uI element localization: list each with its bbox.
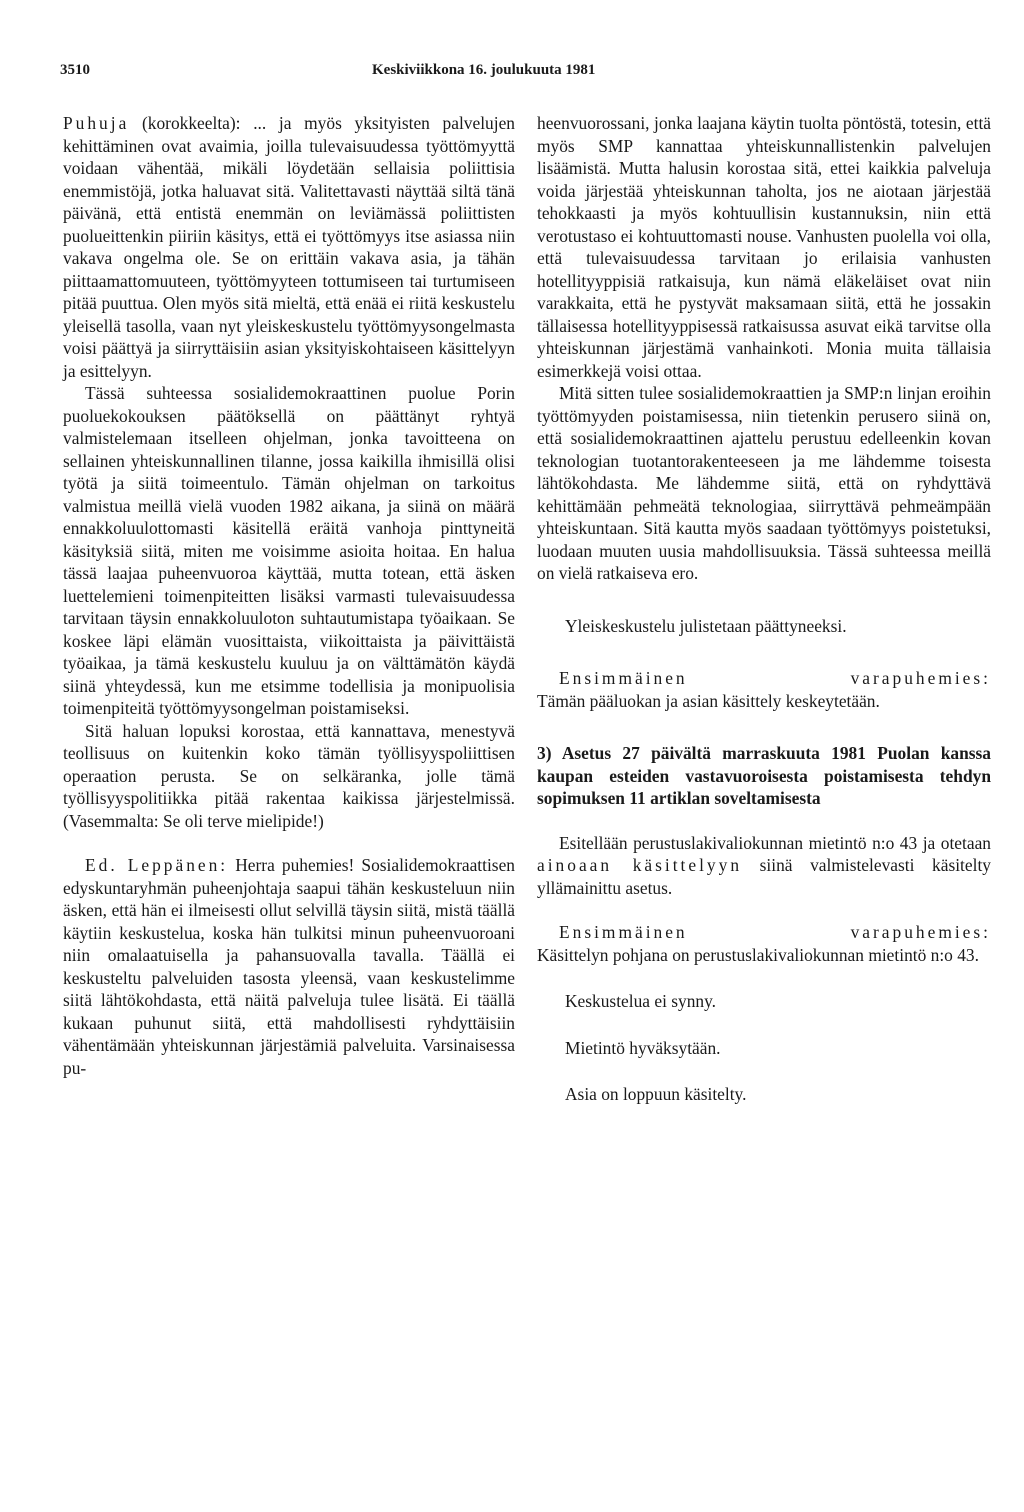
speaker-name: Ed. Leppänen: <box>85 855 229 875</box>
result-line: Asia on loppuun käsitelty. <box>565 1084 747 1104</box>
result-line: Keskustelua ei synny. <box>565 991 717 1011</box>
speaker-note: (korokkeelta): <box>142 113 241 133</box>
paragraph: heenvuorossani, jonka laajana käytin tuolta pöntöstä, totesin, että myös SMP kannattaa yhteiskunnallistenkin palvelujen lisäämistä. Mutta halusin korostaa sitä, ettei kaikkia palveluja voida järjestää yhteiskunnan taholta, jos ne aiotaan järjestää tehokkaasti ja myös kohtuullisin kustannuksin, niin että verotustaso ei kohtuuttomasti nouse. Vanhusten puolella voi olla, että tulevaisuudessa tarvitaan jo erilaisia vanhusten hotellityyppisiä ratkaisuja, kun nämä eläkeläiset ovat niin varakkaita, että he pystyvät maksamaan siitä, että he jossakin tällaisessa hotellityyppisessä ratkaisussa asuvat eikä tarvitse olla yhteiskunnan järjestämä vanhainkoti. Monia muita tällaisia esimerkkejä voisi ottaa. <box>537 113 991 381</box>
paragraph <box>63 854 515 1079</box>
paragraph: Käsittelyn pohjana on perustuslakivaliokunnan mietintö n:o 43. <box>537 944 979 965</box>
paragraph-text: Herra puhemies! Sosialidemokraattisen edyskuntaryhmän puheenjohtaja saapui tähän keskusteluun niin äsken, että hän ei ilmeisesti ollut selvillä täysin siitä, mistä täällä käytiin keskustelua, koska hän tulkitsi minun puheenvuoroani niin omalaatuisella ja pahansuovalla tavalla. Täällä ei keskusteltu palveluiden tasosta yleensä, vaan keskustelimme siitä lähtökohdasta, että näitä palveluja tulee lisätä. Ei täällä kukaan puhunut siitä, että mahdollisesti ryhdyttäisiin vähentämään yhteiskunnan järjestämiä palveluita. Varsinaisessa pu- <box>63 855 515 1078</box>
spaced-phrase: ainoaan käsittelyyn <box>537 855 743 875</box>
page-number: 3510 <box>60 62 90 78</box>
running-title: Keskiviikkona 16. joulukuuta 1981 <box>372 62 596 78</box>
paragraph-text: ... ja myös yksityisten palvelujen kehittäminen ovat avaimia, joilla tulevaisuudessa työttömyyttä voidaan vähentää, mikäli löydetään sellaisia poliittisia enemmistöjä, jotka haluavat sitä. Valitettavasti näyttää siltä tänä päivänä, että entistä enemmän on leviämässä poliittisten puolueittenkin piiriin käsitys, että ei työttömyys itse asiassa niin vakava ongelma ole. Se on erittäin vakava asia, ja tähän piittaamattomuuteen, työttömyyteen tottumiseen tai turtumiseen pitää puuttua. Olen myös sitä mieltä, että enää ei riitä keskustelu yleisellä tasolla, vaan nyt yleiskeskustelu työttömyysongelmasta voisi päättyä ja siirryttäisiin asian yksityiskohtaiseen käsittelyyn ja esittelyyn. <box>63 113 515 381</box>
agenda-item-heading: 3) Asetus 27 päivältä marraskuuta 1981 Puolan kanssa kaupan esteiden vastavuoroisesta poistamisesta tehdyn sopimuksen 11 artiklan soveltamisesta <box>537 743 991 808</box>
paragraph: Tässä suhteessa sosialidemokraattinen puolue Porin puoluekokouksen päätöksellä on päättänyt ryhtyä valmistelemaan itselleen ohjelman, jonka tavoitteena on sellainen yhteiskunnallinen tilanne, jossa kaikilla ihmisillä olisi työtä ja siitä toimeentulo. Tämän ohjelman on tarkoitus valmistua meillä vielä vuoden 1982 aikana, ja siinä on määrä ennakkoluulottomasti käsitellä eräitä vanhoja pinttyneitä käsityksiä siitä, miten me voisimme asioita hoitaa. En halua tässä laajaa puheenvuoroa käyttää, mutta totean, että äsken luettelemieni toimenpiteitten lisäksi varmasti tulevaisuudessa tarvitaan täysin ennakkoluuloton suhtautumistapa työaikaan. Se koskee läpi elämän vuosittaista, viikoittaista ja päivittäistä työaikaa, ja tämä keskustelu kuuluu ja on välttämätön käydä siinä yhteydessä, kun me etsimme todellisia ja monipuolisia toimenpiteitä työttömyysongelman poistamiseksi. <box>63 383 515 718</box>
paragraph: Mitä sitten tulee sosialidemokraattien ja SMP:n linjan eroihin työttömyyden poistamisessa, niin tietenkin perusero siinä on, että sosialidemokraattinen ajattelu perustuu edelleenkin kovan teknologian tuotantorakenteeseen ja me lähdemme toisesta lähtökohdasta. Me lähdemme siitä, että on ryhdyttävä kehittämään pehmeätä teknologiaa, siirryttävä pehmeämpään yhteiskuntaan. Sitä kautta myös saadaan työttömyys poistetuksi, luodaan muuten uusia mahdollisuuksia. Tässä suhteessa meillä on vielä ratkaiseva ero. <box>537 383 991 583</box>
speaker-name: Puhuja <box>63 113 130 133</box>
paragraph <box>537 832 991 900</box>
paragraph-text: siinä valmistelevasti käsitelty yllämainittu asetus. <box>537 855 991 898</box>
speaker-name: Ensimmäinen varapuhemies: <box>559 668 991 688</box>
closing-statement: Yleiskeskustelu julistetaan päättyneeksi. <box>565 615 847 636</box>
left-column <box>63 112 515 1079</box>
speaker-name: Ensimmäinen varapuhemies: <box>559 922 991 942</box>
paragraph: Sitä haluan lopuksi korostaa, että kannattava, menestyvä teollisuus on kuitenkin koko tämän työllisyyspoliittisen operaation perusta. Se on selkäranka, jolle tämä työllisyyspolitiikka pitää rakentaa kaikissa järjestelmissä. (Vasemmalta: Se oli terve mielipide!) <box>63 720 515 831</box>
paragraph <box>63 112 515 382</box>
paragraph: Tämän pääluokan ja asian käsittely keskeytetään. <box>537 690 880 711</box>
result-line: Mietintö hyväksytään. <box>565 1037 721 1058</box>
paragraph-text: Esitellään perustuslakivaliokunnan mietintö n:o 43 ja otetaan <box>559 832 991 853</box>
right-column <box>537 112 991 1106</box>
page-header <box>0 62 1024 92</box>
